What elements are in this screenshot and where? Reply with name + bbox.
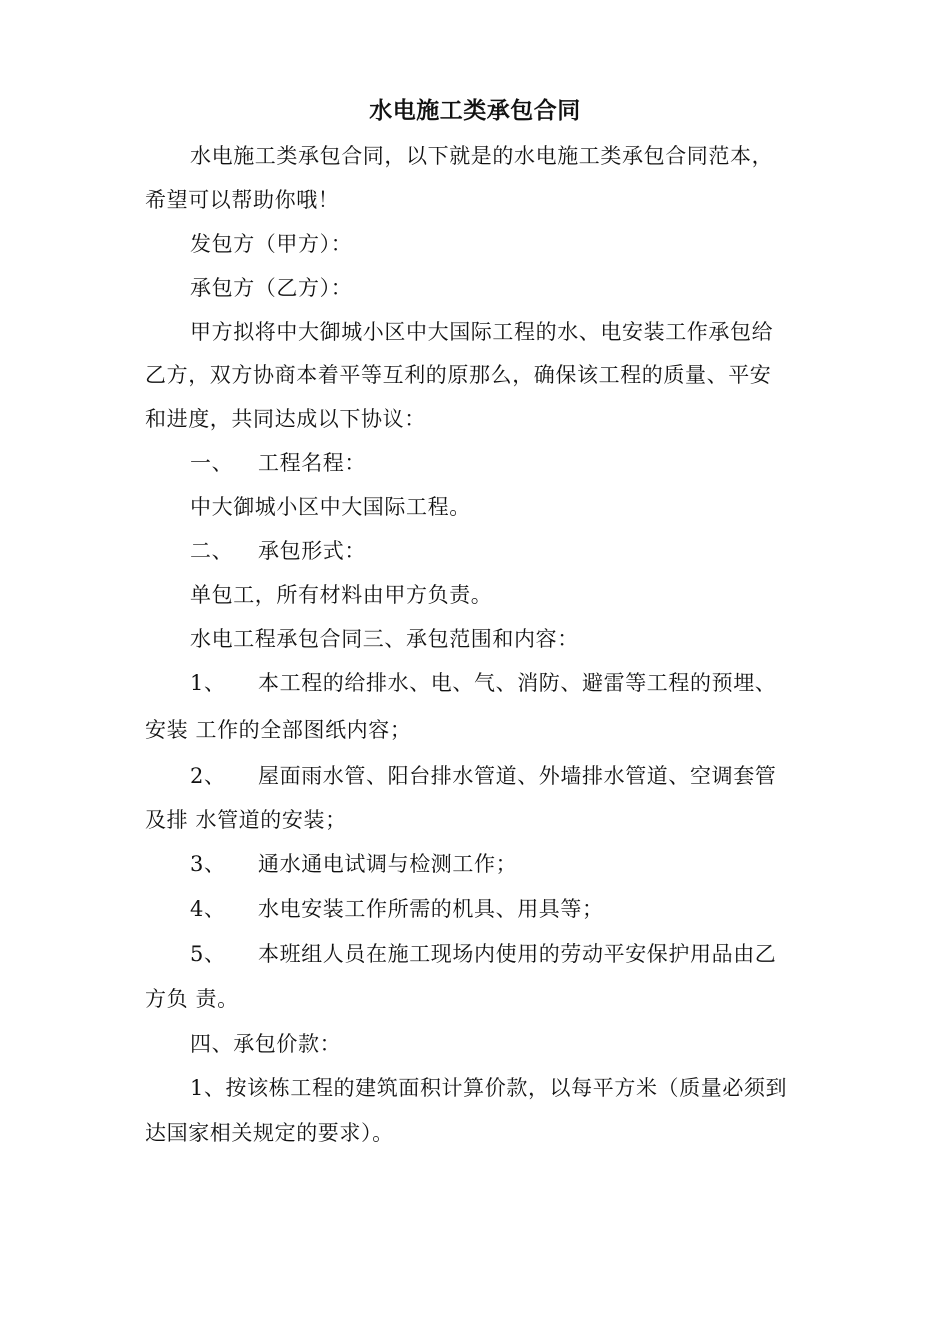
item-3-line [190,850,517,878]
party-b-label: 承包方（乙方）： [190,276,353,300]
preamble-line-1: 甲方拟将中大御城小区中大国际工程的水、电安装工作承包给 [190,320,774,344]
section-1-title: 工程名程： [258,451,366,475]
item-5-line-1 [190,940,776,968]
item-4-text: 水电安装工作所需的机具、用具等； [258,897,604,921]
section-1-number: 一、 [190,451,234,475]
preamble-line-2: 乙方，双方协商本着平等互利的原那么，确保该工程的质量、平安 [145,363,772,387]
item-4-number: 4、 [190,897,226,921]
document-title: 水电施工类承包合同 [369,98,581,124]
section-2-number: 二、 [190,539,234,563]
intro-line-1: 水电施工类承包合同，以下就是的水电施工类承包合同范本， [190,144,774,168]
item-2-number: 2、 [190,764,226,788]
item-1-line-2: 安装 工作的全部图纸内容； [145,718,412,742]
item-5-line-2: 方负 责。 [145,987,239,1011]
item-5-number: 5、 [190,942,226,966]
section-2-body: 单包工，所有材料由甲方负责。 [190,583,493,607]
section-3-heading: 水电工程承包合同三、承包范围和内容： [190,627,579,651]
item-3-number: 3、 [190,852,226,876]
item-4-line [190,895,604,923]
item-5-text: 本班组人员在施工现场内使用的劳动平安保护用品由乙 [258,942,777,966]
section-4-line-2: 达国家相关规定的要求）。 [145,1121,394,1145]
preamble-line-3: 和进度，共同达成以下协议： [145,407,426,431]
intro-line-2: 希望可以帮助你哦！ [145,188,340,212]
section-1-heading [190,449,366,477]
item-2-text: 屋面雨水管、阳台排水管道、外墙排水管道、空调套管 [258,764,777,788]
section-2-title: 承包形式： [258,539,366,563]
item-1-number: 1、 [190,671,226,695]
section-1-body: 中大御城小区中大国际工程。 [190,495,471,519]
item-3-text: 通水通电试调与检测工作； [258,852,518,876]
section-2-heading [190,537,366,565]
item-2-line-2: 及排 水管道的安装； [145,808,347,832]
party-a-label: 发包方（甲方）： [190,232,353,256]
section-4-line-1: 1、按该栋工程的建筑面积计算价款，以每平方米（质量必须到 [190,1076,788,1100]
item-1-text: 本工程的给排水、电、气、消防、避雷等工程的预埋、 [258,671,777,695]
item-2-line-1 [190,762,776,790]
section-4-heading: 四、承包价款： [190,1032,342,1056]
item-1-line-1 [190,669,776,697]
